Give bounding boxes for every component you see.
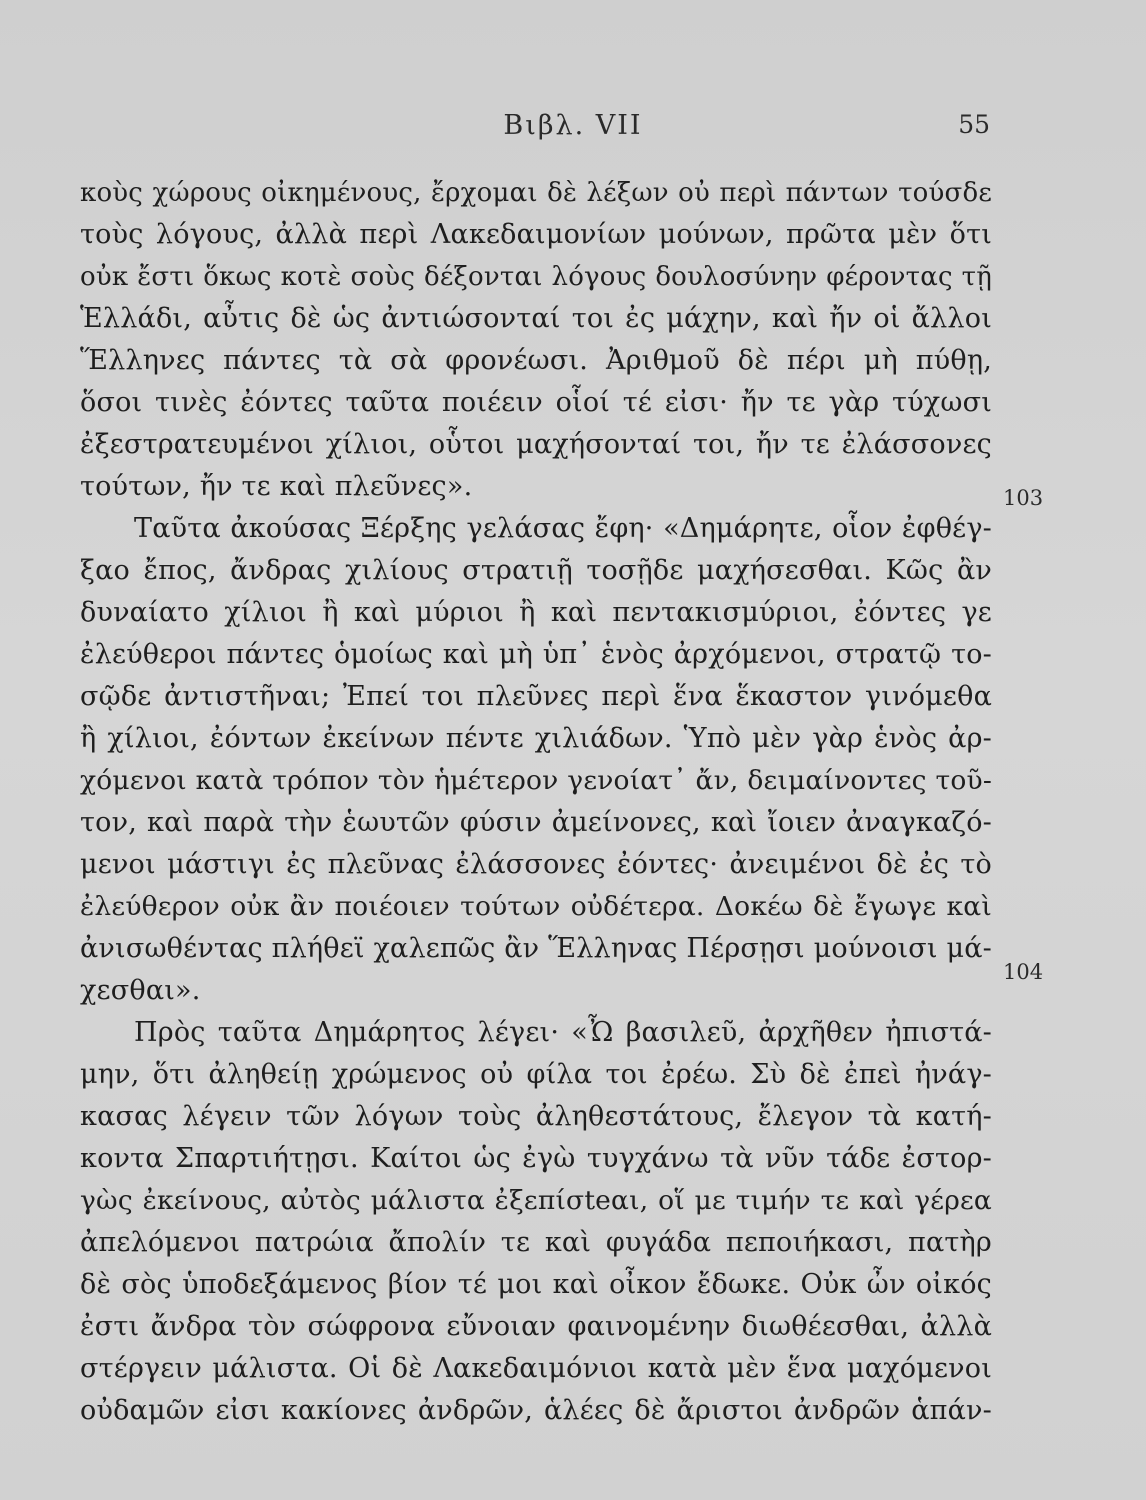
section-number-104: 104 [1003,960,1044,984]
text-line: δὲ σὸς ὑποδεξάμενος βίον τέ μοι καὶ οἶκον ἔδωκε. Οὐκ ὦν οἰκός [80,1269,992,1300]
text-line: ἐλεύθεροι πάντες ὁμοίως καὶ μὴ ὑπ᾽ ἑνὸς ἀρχόμενοι, στρατῷ το- [80,639,992,670]
text-line: ὅσοι τινὲς ἐόντες ταῦτα ποιέειν οἷοί τέ εἰσι· ἤν τε γὰρ τύχωσι [80,387,992,418]
text-line: κοντα Σπαρτιήτῃσι. Καίτοι ὡς ἐγὼ τυγχάνω τὰ νῦν τάδε ἐστορ- [80,1143,992,1174]
section-number-103: 103 [1003,486,1044,510]
running-header-title: Βιβλ. VII [503,110,643,141]
text-line: Ταῦτα ἀκούσας Ξέρξης γελάσας ἔφη· «Δημάρητε, οἷον ἐφθέγ- [134,513,992,544]
text-line: κασας λέγειν τῶν λόγων τοὺς ἀληθεστάτους, ἔλεγον τὰ κατή- [80,1101,992,1132]
text-line: ἀνισωθέντας πλήθεϊ χαλεπῶς ἂν Ἕλληνας Πέρσῃσι μούνοισι μά- [80,933,992,964]
text-line: οὐδαμῶν εἰσι κακίονες ἀνδρῶν, ἁλέες δὲ ἄριστοι ἀνδρῶν ἁπάν- [80,1395,992,1426]
text-line: Ἕλληνες πάντες τὰ σὰ φρονέωσι. Ἀριθμοῦ δὲ πέρι μὴ πύθῃ, [80,345,992,376]
text-line: γὼς ἐκείνους, αὐτὸς μάλιστα ἐξεπίσteαι, οἵ με τιμήν τε καὶ γέρεα [80,1185,992,1216]
text-line: χόμενοι κατὰ τρόπον τὸν ἡμέτερον γενοίατ᾽ ἄν, δειμαίνοντες τοῦ- [80,765,992,796]
text-line: μενοι μάστιγι ἐς πλεῦνας ἐλάσσονες ἐόντες· ἀνειμένοι δὲ ἐς τὸ [80,849,992,880]
text-line: κοὺς χώρους οἰκημένους, ἔρχομαι δὲ λέξων οὐ περὶ πάντων τούσδε [80,178,992,208]
text-line: ἢ χίλιοι, ἐόντων ἐκείνων πέντε χιλιάδων. Ὑπὸ μὲν γὰρ ἑνὸς ἀρ- [80,723,992,754]
text-line: τον, καὶ παρὰ τὴν ἑωυτῶν φύσιν ἀμείνονες, καὶ ἴοιεν ἀναγκαζό- [80,807,992,838]
text-line: στέργειν μάλιστα. Οἱ δὲ Λακεδαιμόνιοι κατὰ μὲν ἕνα μαχόμενοι [80,1353,992,1384]
text-line: ἐξεστρατευμένοι χίλιοι, οὗτοι μαχήσονταί τοι, ἤν τε ἐλάσσονες [80,429,992,460]
text-line: ἀπελόμενοι πατρώια ἄπολίν τε καὶ φυγάδα πεποιήκασι, πατὴρ [80,1227,992,1258]
text-line: ἐστι ἄνδρα τὸν σώφρονα εὔνοιαν φαινομένην διωθέεσθαι, ἀλλὰ [80,1311,992,1342]
text-line: ξαο ἔπος, ἄνδρας χιλίους στρατιῇ τοσῇδε μαχήσεσθαι. Κῶς ἂν [80,555,992,586]
text-line: μην, ὅτι ἀληθείῃ χρώμενος οὐ φίλα τοι ἐρέω. Σὺ δὲ ἐπεὶ ἠνάγ- [80,1059,992,1090]
text-line: σῷδε ἀντιστῆναι; Ἐπεί τοι πλεῦνες περὶ ἕνα ἕκαστον γινόμεθα [80,681,992,712]
text-line: Πρὸς ταῦτα Δημάρητος λέγει· «Ὦ βασιλεῦ, ἀρχῆθεν ἠπιστά- [134,1017,992,1048]
text-line: Ἑλλάδι, αὖτις δὲ ὡς ἀντιώσονταί τοι ἐς μάχην, καὶ ἤν οἱ ἄλλοι [80,303,992,334]
body-text [80,172,992,1432]
text-line: τούτων, ἤν τε καὶ πλεῦνες». [80,471,473,502]
text-line: δυναίατο χίλιοι ἢ καὶ μύριοι ἢ καὶ πεντακισμύριοι, ἐόντες γε [80,597,992,628]
text-line: χεσθαι». [80,975,201,1006]
text-line: οὐκ ἔστι ὅκως κοτὲ σοὺς δέξονται λόγους δουλοσύνην φέροντας τῇ [80,262,992,292]
text-line: ἐλεύθερον οὐκ ἂν ποιέοιεν τούτων οὐδέτερα. Δοκέω δὲ ἔγωγε καὶ [80,891,992,922]
text-line: τοὺς λόγους, ἀλλὰ περὶ Λακεδαιμονίων μούνων, πρῶτα μὲν ὅτι [80,219,992,250]
page-number: 55 [958,110,990,139]
